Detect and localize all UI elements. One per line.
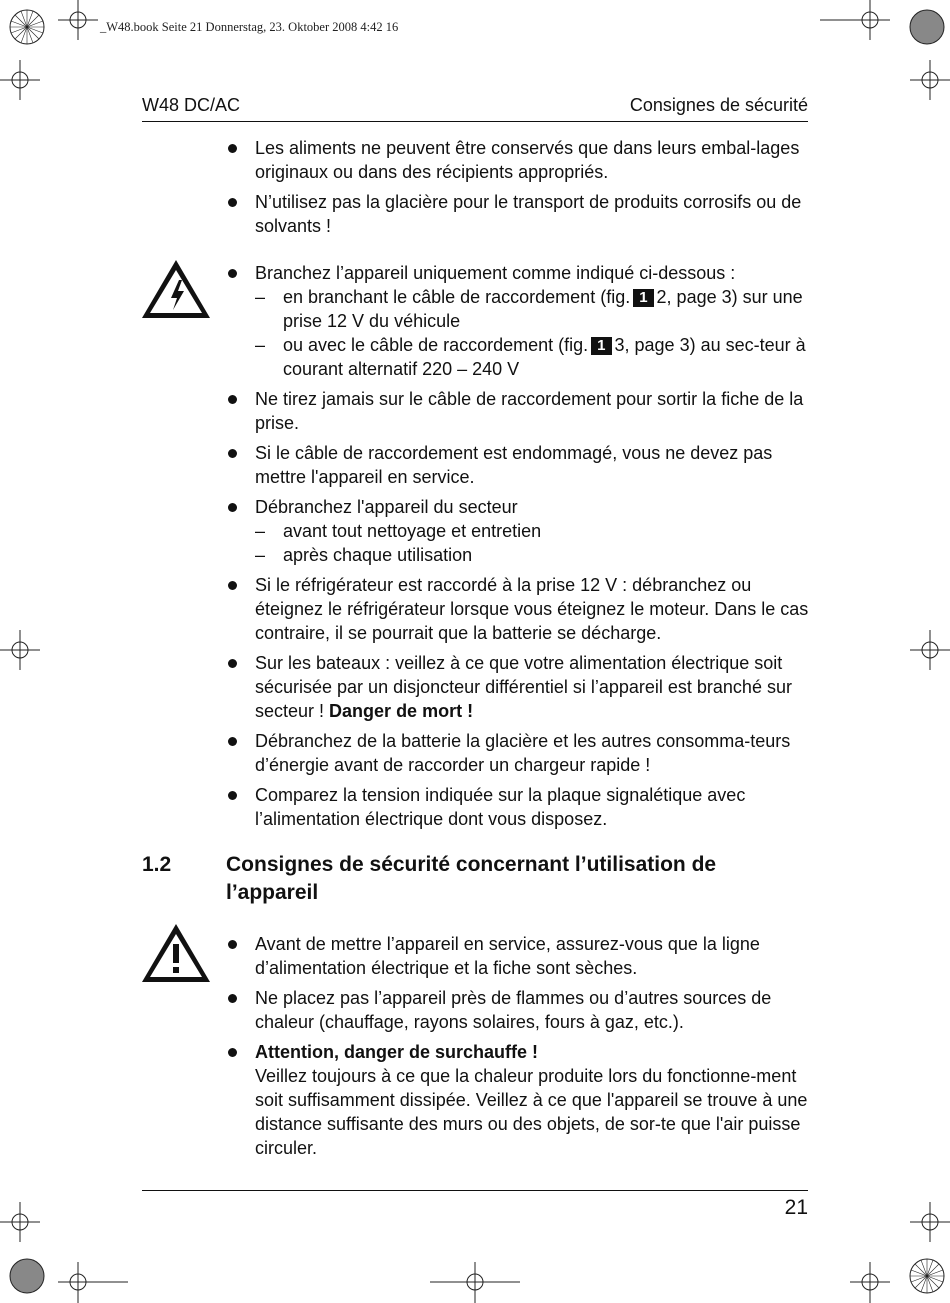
electrical-hazard-icon [140, 258, 212, 320]
bullet-icon [228, 1048, 237, 1057]
page-number: 21 [784, 1196, 808, 1219]
bullet-icon [228, 449, 237, 458]
list-item: Sur les bateaux : veillez à ce que votre alimentation électrique soit sécurisée par un disjoncteur différentiel si l’appareil est branché sur secteur ! Danger de mort ! [226, 651, 810, 723]
section-title: Consignes de sécurité concernant l’utilisation de l’appareil [226, 853, 717, 904]
exclamation-warning-icon [140, 922, 212, 984]
dash-icon: – [255, 335, 266, 355]
sub-list-item: – en branchant le câble de raccordement (fig. 1 2, page 3) sur une prise 12 V du véhicule [255, 287, 803, 331]
dash-icon: – [255, 545, 266, 565]
print-info-line: _W48.book Seite 21 Donnerstag, 23. Oktober 2008 4:42 16 [100, 20, 399, 34]
bullet-icon [228, 269, 237, 278]
sub-list-item: – ou avec le câble de raccordement (fig. 1 3, page 3) au sec-teur à courant alternatif 220 – 240 V [255, 335, 806, 379]
bullet-icon [228, 791, 237, 800]
overheat-warning-title: Attention, danger de surchauffe ! [255, 1042, 539, 1062]
bullet-icon [228, 198, 237, 207]
header-rule [142, 121, 808, 122]
dash-icon: – [255, 521, 266, 541]
bullet-icon [228, 503, 237, 512]
list-item: Branchez l’appareil uniquement comme indiqué ci-dessous : – en branchant le câble de raccordement (fig. 1 2, page 3) sur une prise 12 V du véhicule – ou avec le câble de raccordement (fig. 1 3, page 3) au sec-teur à courant alternatif 220 – 240 V [226, 261, 810, 381]
sub-list-item: – avant tout nettoyage et entretien [255, 521, 542, 541]
list-item: Avant de mettre l’appareil en service, assurez-vous que la ligne d’alimentation électrique et la fiche sont sèches. [226, 932, 810, 980]
list-item: Ne tirez jamais sur le câble de raccordement pour sortir la fiche de la prise. [226, 387, 810, 435]
section-number: 1.2 [142, 853, 172, 876]
dash-icon: – [255, 287, 266, 307]
list-item: Débranchez de la batterie la glacière et les autres consomma-teurs d’énergie avant de raccorder un chargeur rapide ! [226, 729, 810, 777]
list-item: Débranchez l'appareil du secteur – avant tout nettoyage et entretien – après chaque utilisation [226, 495, 810, 567]
figure-reference-badge: 1 [591, 337, 611, 355]
footer-rule [142, 1190, 808, 1191]
bullet-icon [228, 581, 237, 590]
list-item: Comparez la tension indiquée sur la plaque signalétique avec l’alimentation électrique dont vous disposez. [226, 783, 810, 831]
bullet-icon [228, 144, 237, 153]
section-heading [142, 851, 810, 907]
list-item: N’utilisez pas la glacière pour le transport de produits corrosifs ou de solvants ! [226, 190, 810, 238]
list-item: Les aliments ne peuvent être conservés que dans leurs embal-lages originaux ou dans des récipients appropriés. [226, 136, 810, 184]
list-item: Si le câble de raccordement est endommagé, vous ne devez pas mettre l'appareil en service. [226, 441, 810, 489]
danger-emphasis: Danger de mort ! [329, 701, 474, 721]
bullet-icon [228, 940, 237, 949]
bullet-icon [228, 737, 237, 746]
sub-list-item: – après chaque utilisation [255, 545, 473, 565]
list-item: Ne placez pas l’appareil près de flammes ou d’autres sources de chaleur (chauffage, rayons solaires, fours à gaz, etc.). [226, 986, 810, 1034]
running-header-chapter: Consignes de sécurité [629, 95, 808, 115]
running-header-model: W48 DC/AC [142, 95, 241, 115]
main-content [142, 136, 810, 1166]
list-item: Si le réfrigérateur est raccordé à la prise 12 V : débranchez ou éteignez le réfrigérateur lorsque vous éteignez le moteur. Dans le cas contraire, il se pourrait que la batterie se décharge. [226, 573, 810, 645]
bullet-icon [228, 395, 237, 404]
bullet-icon [228, 994, 237, 1003]
list-item: Attention, danger de surchauffe ! Veillez toujours à ce que la chaleur produite lors du fonctionne-ment soit suffisamment dissipée. Veillez à ce que l'appareil se trouve à une distance suffisante des murs ou des objets, de sor-te que l'air puisse circuler. [226, 1040, 810, 1160]
bullet-icon [228, 659, 237, 668]
figure-reference-badge: 1 [633, 289, 653, 307]
